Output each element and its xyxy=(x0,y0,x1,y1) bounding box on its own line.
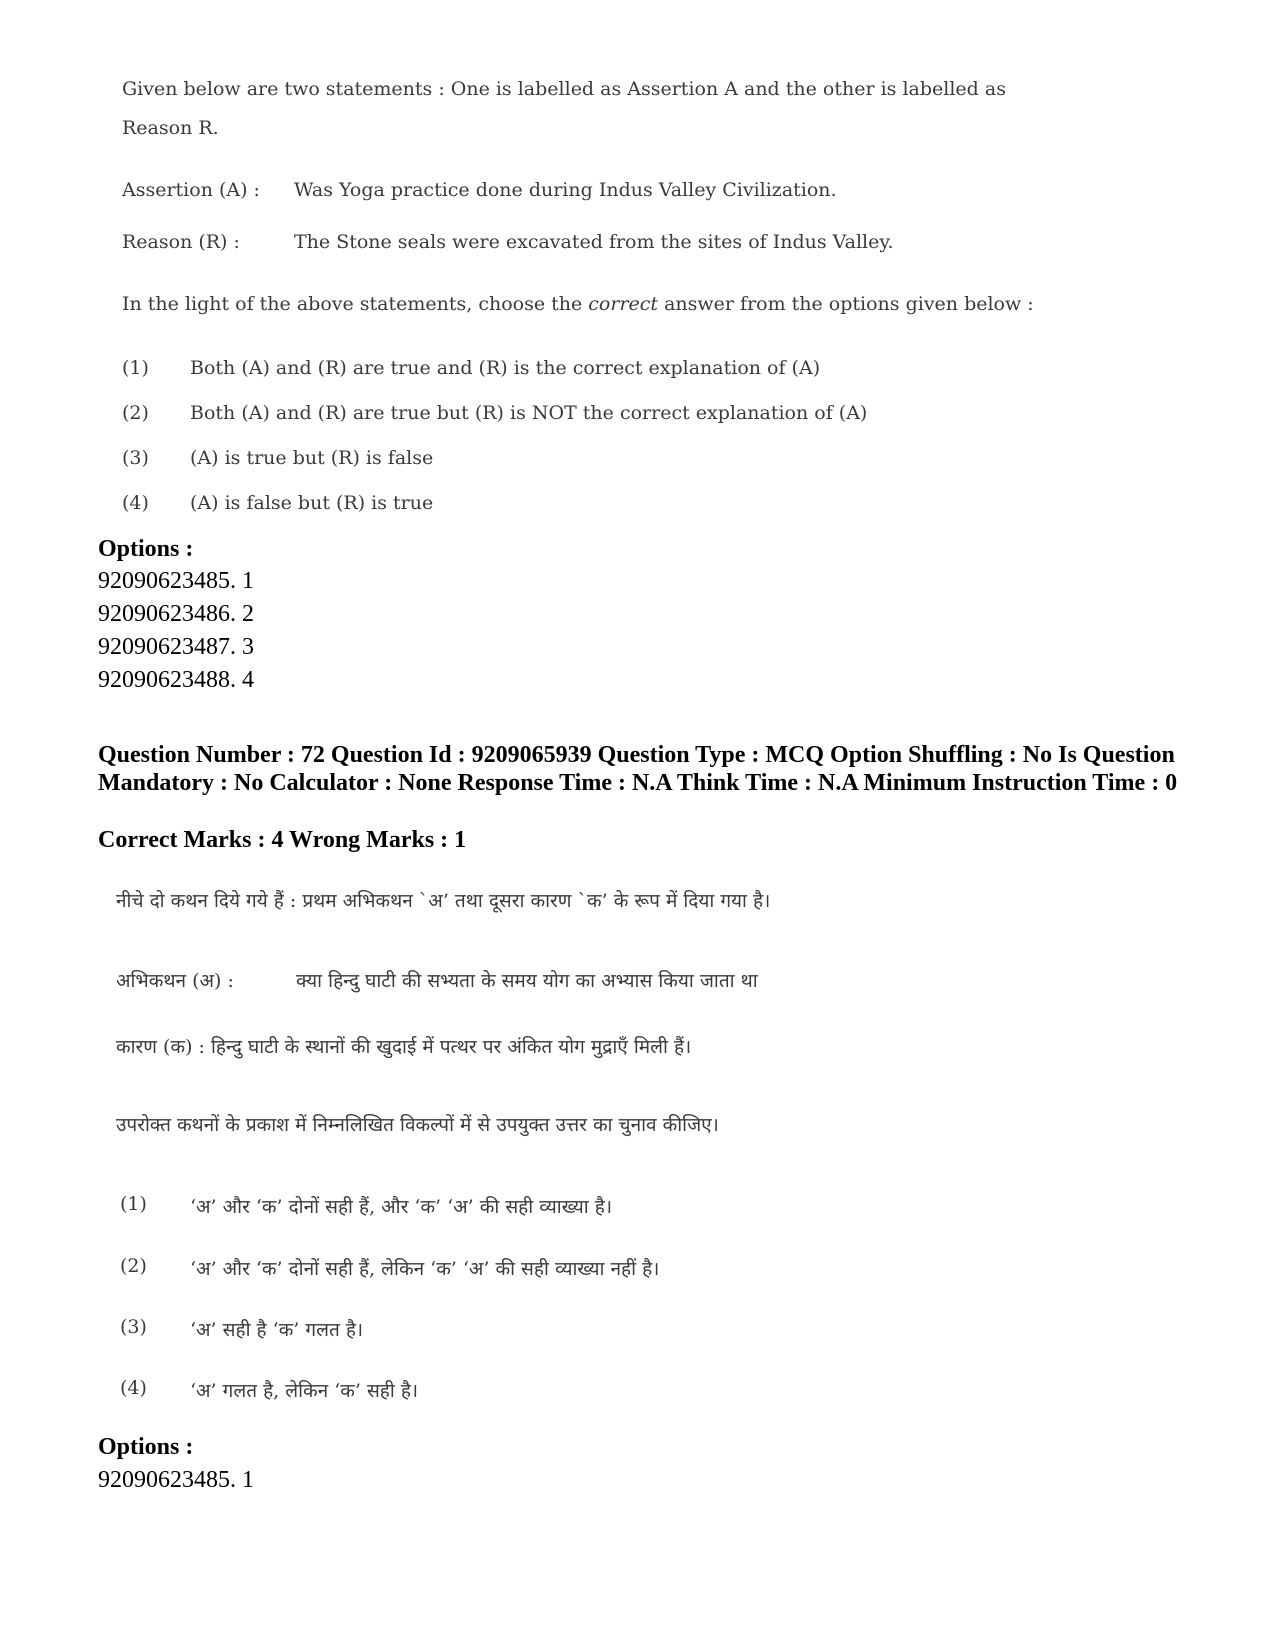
choice-number: (3) xyxy=(120,1316,147,1338)
options-heading: Options : xyxy=(98,1434,194,1460)
choice-number: (4) xyxy=(122,492,149,514)
choice-text: ‘अ’ और ‘क’ दोनों सही हैं, लेकिन ‘क’ ‘अ’ की सही व्याख्या नहीं है। xyxy=(190,1258,660,1280)
hindi-assertion-label: अभिकथन (अ) : xyxy=(116,970,234,992)
instruction-suffix: answer from the options given below : xyxy=(658,293,1034,315)
options-heading: Options : xyxy=(98,536,194,562)
reason-text: The Stone seals were excavated from the sites of Indus Valley. xyxy=(294,231,894,253)
question-intro-line-2: Reason R. xyxy=(122,117,219,139)
question-instruction xyxy=(122,293,1034,315)
hindi-intro: नीचे दो कथन दिये गये हैं : प्रथम अभिकथन `अ’ तथा दूसरा कारण `क’ के रूप में दिया गया है। xyxy=(116,890,771,912)
instruction-emphasis: correct xyxy=(588,293,659,315)
reason-label: Reason (R) : xyxy=(122,231,240,253)
question-intro-line-1: Given below are two statements : One is labelled as Assertion A and the other is labelled as xyxy=(122,78,1006,100)
choice-number: (3) xyxy=(122,447,149,469)
choice-text: ‘अ’ सही है ‘क’ गलत है। xyxy=(190,1319,364,1341)
option-id: 92090623487. 3 xyxy=(98,634,254,660)
question-metadata: Question Number : 72 Question Id : 9209065939 Question Type : MCQ Option Shuffling : No Is Question Mandatory : No Calculator : None Response Time : N.A Think Time : N.A Minimum Instruction Time : 0 xyxy=(98,742,1178,796)
assertion-text: Was Yoga practice done during Indus Valley Civilization. xyxy=(294,179,837,201)
option-id: 92090623488. 4 xyxy=(98,667,254,693)
choice-text: Both (A) and (R) are true but (R) is NOT the correct explanation of (A) xyxy=(190,402,868,424)
choice-text: ‘अ’ गलत है, लेकिन ‘क’ सही है। xyxy=(190,1380,419,1402)
option-id: 92090623485. 1 xyxy=(98,568,254,594)
instruction-prefix: In the light of the above statements, choose the xyxy=(122,293,589,315)
choice-text: (A) is true but (R) is false xyxy=(190,447,434,469)
hindi-instruction: उपरोक्त कथनों के प्रकाश में निम्नलिखित विकल्पों में से उपयुक्त उत्तर का चुनाव कीजिए। xyxy=(116,1114,719,1136)
hindi-reason: कारण (क) : हिन्दु घाटी के स्थानों की खुदाई में पत्थर पर अंकित योग मुद्राएँ मिली हैं। xyxy=(116,1036,692,1058)
choice-number: (1) xyxy=(120,1193,147,1215)
choice-number: (4) xyxy=(120,1377,147,1399)
assertion-label: Assertion (A) : xyxy=(122,179,260,201)
option-id: 92090623486. 2 xyxy=(98,601,254,627)
marks-info: Correct Marks : 4 Wrong Marks : 1 xyxy=(98,827,467,853)
option-id: 92090623485. 1 xyxy=(98,1467,254,1493)
choice-number: (2) xyxy=(122,402,149,424)
choice-text: (A) is false but (R) is true xyxy=(190,492,434,514)
choice-text: ‘अ’ और ‘क’ दोनों सही हैं, और ‘क’ ‘अ’ की सही व्याख्या है। xyxy=(190,1196,613,1218)
hindi-assertion-text: क्या हिन्दु घाटी की सभ्यता के समय योग का अभ्यास किया जाता था xyxy=(296,970,758,992)
choice-number: (1) xyxy=(122,357,149,379)
choice-number: (2) xyxy=(120,1255,147,1277)
choice-text: Both (A) and (R) are true and (R) is the correct explanation of (A) xyxy=(190,357,821,379)
